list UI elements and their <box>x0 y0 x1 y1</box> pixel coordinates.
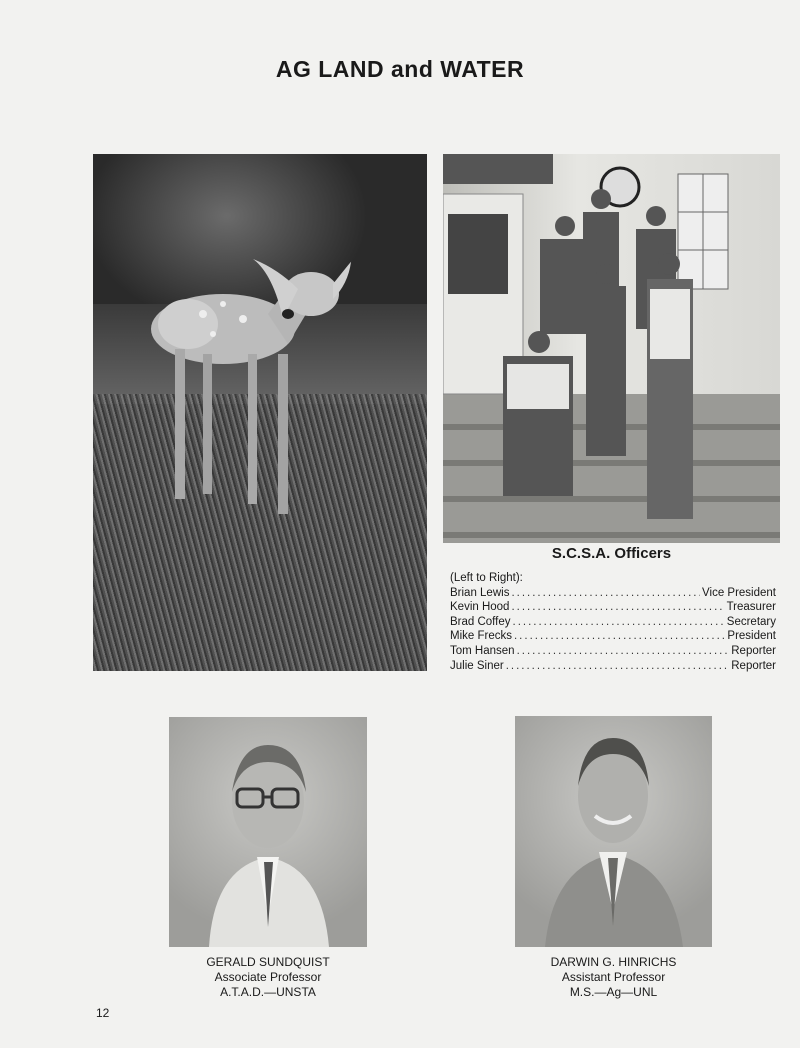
deer-fawn-photo <box>93 154 427 671</box>
fawn-illustration <box>93 154 427 671</box>
roster-intro: (Left to Right): <box>450 572 523 584</box>
portrait-darwin-hinrichs <box>515 716 712 947</box>
caption-gerald-sundquist <box>169 955 367 1000</box>
page-title: AG LAND and WATER <box>275 56 525 82</box>
portrait-illustration <box>515 716 712 947</box>
officers-illustration <box>443 154 780 543</box>
officer-name: Tom Hansen <box>450 644 515 657</box>
officer-role: President <box>727 630 776 643</box>
officers-roster <box>450 571 776 673</box>
officer-name: Kevin Hood <box>450 601 510 614</box>
faculty-name: GERALD SUNDQUIST <box>206 955 330 969</box>
officer-role: Reporter <box>731 644 776 657</box>
officers-group-photo <box>443 154 780 543</box>
faculty-title: Assistant Professor <box>561 970 666 984</box>
officer-role: Reporter <box>731 659 776 672</box>
page-number: 12 <box>96 1006 110 1020</box>
officer-role: Secretary <box>726 615 776 628</box>
dot-leader <box>514 629 725 644</box>
caption-darwin-hinrichs <box>515 955 712 1000</box>
dot-leader <box>513 615 725 630</box>
faculty-title: Associate Professor <box>214 970 322 984</box>
officers-caption-title: S.C.S.A. Officers <box>551 545 672 562</box>
roster-row <box>450 644 776 659</box>
roster-row <box>450 659 776 674</box>
officer-name: Brad Coffey <box>450 615 511 628</box>
dot-leader <box>506 659 730 674</box>
faculty-name: DARWIN G. HINRICHS <box>550 955 677 969</box>
dot-leader <box>511 600 724 615</box>
portrait-illustration <box>169 717 367 947</box>
faculty-degree: A.T.A.D.—UNSTA <box>220 985 316 999</box>
officer-name: Brian Lewis <box>450 586 510 599</box>
officer-role: Treasurer <box>726 601 776 614</box>
portrait-gerald-sundquist <box>169 717 367 947</box>
roster-row <box>450 615 776 630</box>
dot-leader <box>511 586 700 601</box>
officer-name: Julie Siner <box>450 659 504 672</box>
dot-leader <box>517 644 730 659</box>
officer-name: Mike Frecks <box>450 630 512 643</box>
roster-row <box>450 600 776 615</box>
faculty-degree: M.S.—Ag—UNL <box>569 985 658 999</box>
officer-role: Vice President <box>702 586 776 599</box>
roster-row <box>450 629 776 644</box>
roster-row <box>450 586 776 601</box>
